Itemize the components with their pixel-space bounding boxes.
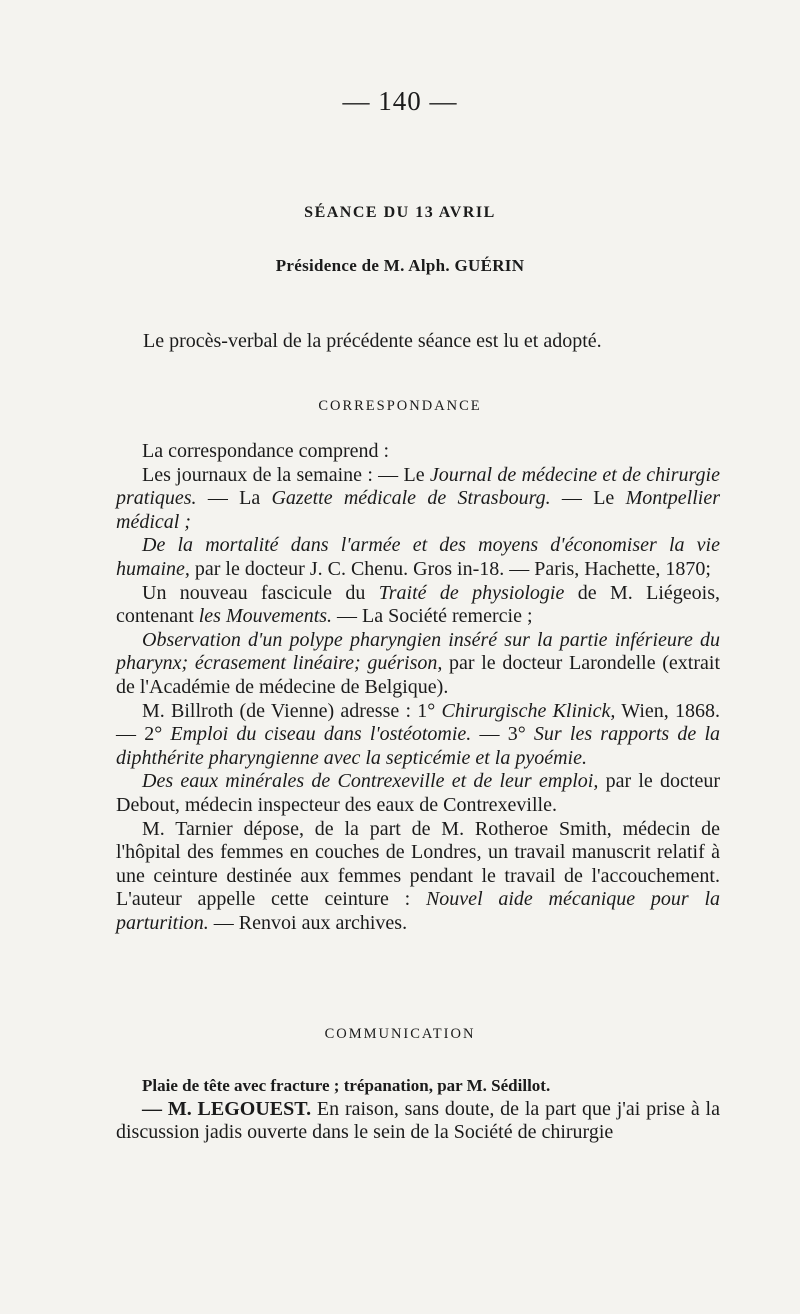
paragraph-mortalite: De la mortalité dans l'armée et des moyens d'économiser la vie humaine, par le docteur J. C. Chenu. Gros in-18. — Paris, Hachette, 1870; [116, 534, 720, 580]
communication-body [116, 1074, 720, 1145]
paragraph-journaux: Les journaux de la semaine : — Le Journal de médecine et de chirurgie pratiques. — La Gazette médicale de Strasbourg. — Le Montpellier médical ; [116, 463, 721, 533]
presidence-line: Présidence de M. Alph. GUÉRIN [275, 256, 525, 275]
paragraph-billroth: M. Billroth (de Vienne) adresse : 1° Chirurgische Klinick, Wien, 1868. — 2° Emploi du ciseau dans l'ostéotomie. — 3° Sur les rapports de la diphthérite pharyngienne avec la septicémie et la pyoémie. [116, 699, 721, 769]
session-heading: SÉANCE DU 13 AVRIL [304, 204, 496, 221]
page-number: — 140 — [342, 86, 458, 116]
communication-heading: COMMUNICATION [324, 1026, 476, 1042]
minutes-line: Le procès-verbal de la précédente séance est lu et adopté. [143, 330, 602, 352]
communication-title: Plaie de tête avec fracture ; trépanation, par M. Sédillot. [142, 1076, 551, 1095]
paragraph-physiologie: Un nouveau fascicule du Traité de physiologie de M. Liégeois, contenant les Mouvements. — La Société remercie ; [116, 581, 720, 628]
communication-text: — M. LEGOUEST. En raison, sans doute, de la part que j'ai prise à la discussion jadis ouverte dans le sein de la Société de chirurgie [116, 1097, 720, 1144]
paragraph-tarnier: M. Tarnier dépose, de la part de M. Rotheroe Smith, médecin de l'hôpital des femmes en couches de Londres, un travail manuscrit relatif à une ceinture destinée aux femmes pendant le travail de l'accouchement. L'auteur appelle cette ceinture : Nouvel aide mécanique pour la parturition. — Renvoi aux archives. [116, 817, 720, 934]
correspondance-heading: CORRESPONDANCE [318, 398, 482, 414]
paragraph-contrexeville: Des eaux minérales de Contrexeville et de leur emploi, par le docteur Debout, médecin inspecteur des eaux de Contrexeville. [116, 770, 720, 816]
paragraph-polype: Observation d'un polype pharyngien inséré sur la partie inférieure du pharynx; écrasement linéaire; guérison, par le docteur Larondelle (extrait de l'Académie de médecine de Belgique). [116, 628, 720, 698]
correspondance-body [116, 440, 720, 935]
correspondance-intro: La correspondance comprend : [142, 440, 390, 462]
